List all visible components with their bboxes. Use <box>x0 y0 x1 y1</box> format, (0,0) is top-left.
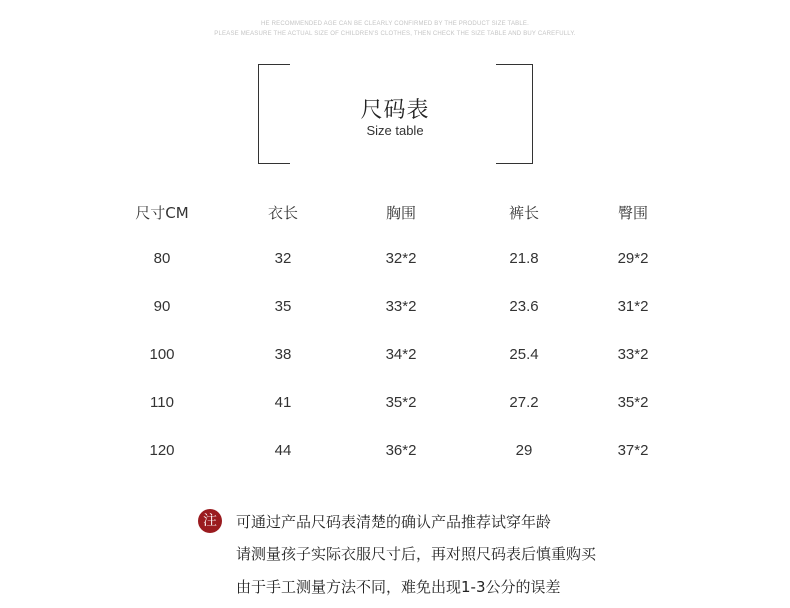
table-cell: 27.2 <box>509 394 539 411</box>
table-cell: 44 <box>274 442 292 459</box>
table-cell: 36*2 <box>385 442 417 459</box>
disclaimer-line-1: HE RECOMMENDED AGE CAN BE CLEARLY CONFIRMED BY THE PRODUCT SIZE TABLE. <box>261 21 529 27</box>
table-cell: 23.6 <box>509 298 539 315</box>
table-cell: 80 <box>153 250 171 267</box>
table-cell: 35*2 <box>617 394 649 411</box>
table-cell: 31*2 <box>617 298 649 315</box>
table-cell: 37*2 <box>617 442 649 459</box>
table-cell: 35*2 <box>385 394 417 411</box>
note-line: 可通过产品尺码表清楚的确认产品推荐试穿年龄 <box>236 513 552 531</box>
table-cell: 21.8 <box>509 250 539 267</box>
table-header-cell: 衣长 <box>267 204 298 222</box>
page-title: 尺码表 <box>360 98 430 123</box>
table-cell: 38 <box>274 346 292 363</box>
table-cell: 34*2 <box>385 346 417 363</box>
table-cell: 29*2 <box>617 250 649 267</box>
table-cell: 110 <box>150 394 174 411</box>
table-cell: 90 <box>153 298 171 315</box>
table-header-cell: 裤长 <box>508 204 539 222</box>
table-cell: 29 <box>515 442 533 459</box>
table-cell: 35 <box>274 298 292 315</box>
page-subtitle: Size table <box>366 123 424 138</box>
table-cell: 32 <box>274 250 292 267</box>
disclaimer-line-2: PLEASE MEASURE THE ACTUAL SIZE OF CHILDREN'S CLOTHES, THEN CHECK THE SIZE TABLE AND BUY CAREFULLY. <box>214 31 576 37</box>
note-line: 请测量孩子实际衣服尺寸后，再对照尺码表后慎重购买 <box>236 545 597 563</box>
table-cell: 32*2 <box>385 250 417 267</box>
table-header-cell: 臀围 <box>617 204 648 222</box>
note-badge: 注 <box>198 509 222 533</box>
table-cell: 33*2 <box>617 346 649 363</box>
table-header-cell: 胸围 <box>385 204 416 222</box>
table-header-cell: 尺寸CM <box>135 204 189 222</box>
table-cell: 33*2 <box>385 298 417 315</box>
table-cell: 41 <box>274 394 292 411</box>
table-cell: 100 <box>149 346 175 363</box>
table-cell: 25.4 <box>509 346 539 363</box>
table-cell: 120 <box>149 442 175 459</box>
note-line: 由于手工测量方法不同，难免出现1-3公分的误差 <box>236 578 561 596</box>
